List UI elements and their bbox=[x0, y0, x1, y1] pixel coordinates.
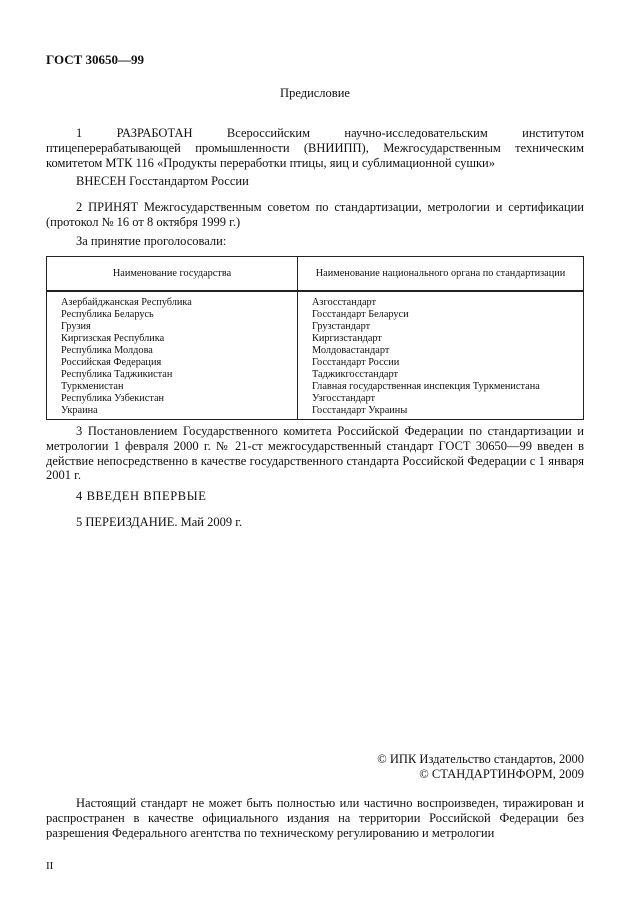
table-row bbox=[47, 393, 584, 405]
item-5-reissue: 5 ПЕРЕИЗДАНИЕ. Май 2009 г. bbox=[76, 515, 243, 529]
standards-body-cell: Узгосстандарт bbox=[298, 393, 584, 405]
country-cell: Украина bbox=[47, 405, 298, 420]
item-2-adopted: 2 ПРИНЯТ Межгосударственным советом по стандартизации, метрологии и сертификации (протокол № 16 от 8 октября 1999 г.) bbox=[46, 200, 584, 229]
table-row bbox=[47, 291, 584, 309]
standards-body-cell: Таджикгосстандарт bbox=[298, 369, 584, 381]
standards-body-cell: Госстандарт Украины bbox=[298, 405, 584, 420]
table-row bbox=[47, 381, 584, 393]
copyright-block bbox=[377, 752, 584, 782]
country-cell: Азербайджанская Республика bbox=[47, 291, 298, 309]
table-row bbox=[47, 357, 584, 369]
standards-body-cell: Киргизстандарт bbox=[298, 333, 584, 345]
standards-body-cell: Госстандарт России bbox=[298, 357, 584, 369]
item-1-introduced: ВНЕСЕН Госстандартом России bbox=[76, 174, 249, 188]
country-cell: Российская Федерация bbox=[47, 357, 298, 369]
table-row bbox=[47, 321, 584, 333]
voting-intro: За принятие проголосовали: bbox=[76, 234, 227, 248]
standards-body-cell: Госстандарт Беларуси bbox=[298, 309, 584, 321]
table-header-row bbox=[47, 257, 584, 292]
voting-countries-table bbox=[46, 256, 584, 420]
foreword-title: Предисловие bbox=[280, 86, 350, 100]
copyright-line-standartinform: © СТАНДАРТИНФОРМ, 2009 bbox=[419, 766, 584, 781]
table-row bbox=[47, 333, 584, 345]
country-cell: Республика Таджикистан bbox=[47, 369, 298, 381]
country-cell: Туркменистан bbox=[47, 381, 298, 393]
column-header-standards-body: Наименование национального органа по стандартизации bbox=[298, 257, 584, 292]
table-row bbox=[47, 309, 584, 321]
document-code-header: ГОСТ 30650—99 bbox=[46, 52, 145, 67]
standards-body-cell: Главная государственная инспекция Туркменистана bbox=[298, 381, 584, 393]
country-cell: Грузия bbox=[47, 321, 298, 333]
table-row bbox=[47, 369, 584, 381]
item-3-resolution: 3 Постановлением Государственного комитета Российской Федерации по стандартизации и метрологии 1 февраля 2000 г. № 21-ст межгосударственный стандарт ГОСТ 30650—99 введен в действие непосредственно в качестве государственного стандарта Российской Федерации с 1 января 2001 г. bbox=[46, 424, 584, 483]
column-header-country: Наименование государства bbox=[47, 257, 298, 292]
page-number: II bbox=[46, 860, 54, 872]
country-cell: Киргизская Республика bbox=[47, 333, 298, 345]
country-cell: Республика Беларусь bbox=[47, 309, 298, 321]
item-1-developed: 1 РАЗРАБОТАН Всероссийским научно-исследовательским институтом птицеперерабатывающей промышленности (ВНИИПП), Межгосударственным техническим комитетом МТК 116 «Продукты переработки птицы, яиц и сублимационной сушки» bbox=[46, 126, 584, 170]
standards-body-cell: Азгосстандарт bbox=[298, 291, 584, 309]
standards-body-cell: Молдовастандарт bbox=[298, 345, 584, 357]
country-cell: Республика Молдова bbox=[47, 345, 298, 357]
country-cell: Республика Узбекистан bbox=[47, 393, 298, 405]
reproduction-notice: Настоящий стандарт не может быть полностью или частично воспроизведен, тиражирован и распространен в качестве официального издания на территории Российской Федерации без разрешения Федерального агентства по техническому регулированию и метрологии bbox=[46, 796, 584, 840]
standards-body-cell: Грузстандарт bbox=[298, 321, 584, 333]
copyright-line-publisher: © ИПК Издательство стандартов, 2000 bbox=[377, 752, 584, 766]
table-row bbox=[47, 405, 584, 420]
table-row bbox=[47, 345, 584, 357]
item-4-first-introduced: 4 ВВЕДЕН ВПЕРВЫЕ bbox=[76, 489, 207, 503]
